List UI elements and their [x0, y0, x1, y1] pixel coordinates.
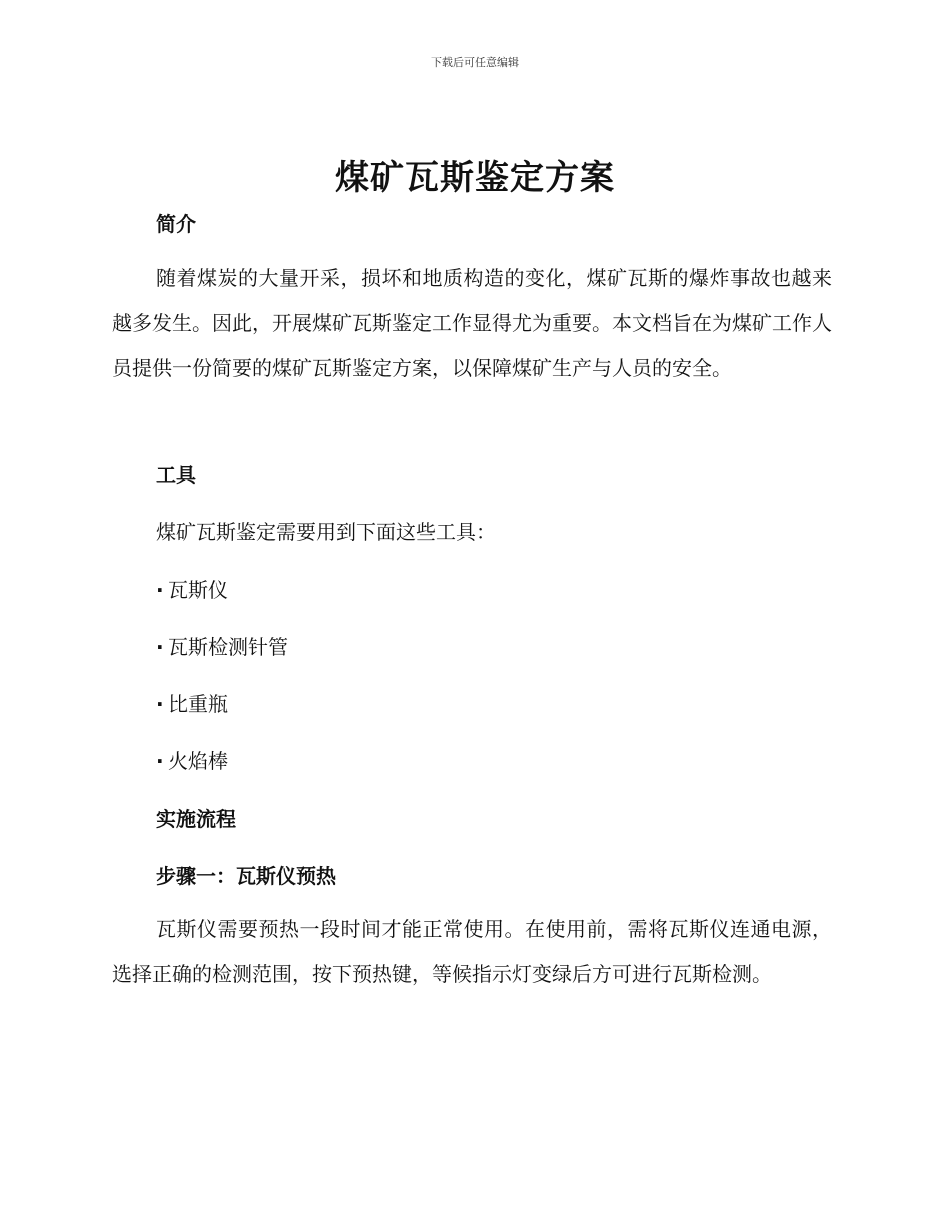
tool-item-label: 瓦斯仪: [168, 578, 228, 602]
tool-item-label: 瓦斯检测针管: [168, 635, 288, 659]
section-heading-process: 实施流程: [156, 807, 236, 831]
tool-item-label: 火焰棒: [168, 749, 228, 773]
step-heading: 步骤一：瓦斯仪预热: [156, 864, 336, 888]
header-note: 下载后可任意编辑: [431, 56, 519, 69]
bullet-icon: ·: [156, 635, 164, 659]
bullet-icon: ·: [156, 692, 164, 716]
tool-list-item: [156, 574, 228, 603]
tool-item-label: 比重瓶: [168, 692, 228, 716]
bullet-icon: ·: [156, 749, 164, 773]
intro-paragraph: 随着煤炭的大量开采，损坏和地质构造的变化，煤矿瓦斯的爆炸事故也越来越多发生。因此，开展煤矿瓦斯鉴定工作显得尤为重要。本文档旨在为煤矿工作人员提供一份简要的煤矿瓦斯鉴定方案，以保障煤矿生产与人员的安全。: [112, 266, 832, 380]
tool-list-item: [156, 745, 228, 774]
bullet-icon: ·: [156, 578, 164, 602]
document-title: 煤矿瓦斯鉴定方案: [335, 158, 615, 198]
step-paragraph: 瓦斯仪需要预热一段时间才能正常使用。在使用前，需将瓦斯仪连通电源，选择正确的检测范围，按下预热键，等候指示灯变绿后方可进行瓦斯检测。: [112, 917, 832, 986]
tools-lead-text: 煤矿瓦斯鉴定需要用到下面这些工具：: [156, 520, 496, 544]
tool-list-item: [156, 631, 288, 660]
section-heading-tools: 工具: [156, 463, 196, 487]
tool-list-item: [156, 688, 228, 717]
section-heading-intro: 简介: [156, 212, 196, 236]
